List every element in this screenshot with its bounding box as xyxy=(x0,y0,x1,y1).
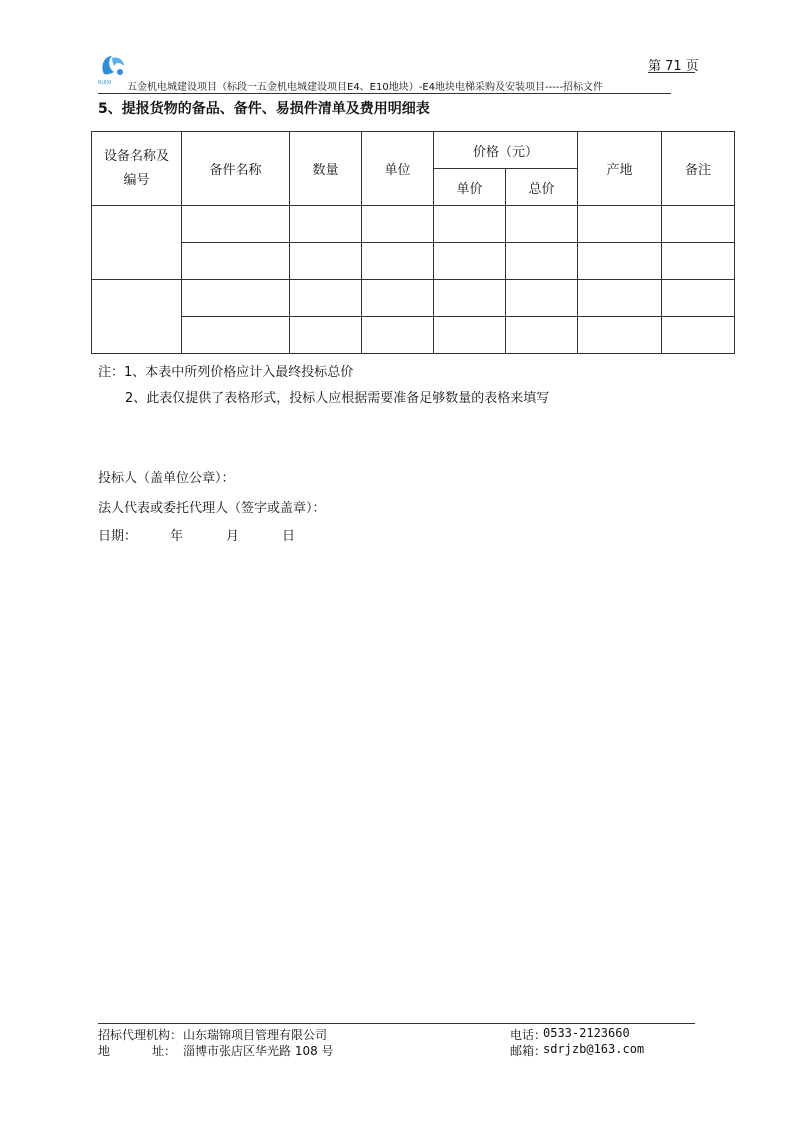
header-quantity: 数量 xyxy=(290,132,362,206)
table-cell[interactable] xyxy=(506,317,578,354)
spare-parts-table xyxy=(91,131,735,354)
table-cell[interactable] xyxy=(290,243,362,280)
note-2: 2、此表仅提供了表格形式，投标人应根据需要准备足够数量的表格来填写 xyxy=(125,391,550,406)
table-cell[interactable] xyxy=(362,280,434,317)
table-cell[interactable] xyxy=(182,243,290,280)
table-cell[interactable] xyxy=(362,206,434,243)
table-cell[interactable] xyxy=(506,280,578,317)
footer-rule xyxy=(98,1023,695,1024)
table-cell[interactable] xyxy=(506,206,578,243)
table-cell[interactable] xyxy=(578,317,662,354)
date-year-label: 年 xyxy=(170,529,184,544)
table-cell[interactable] xyxy=(290,280,362,317)
table-cell[interactable] xyxy=(362,243,434,280)
header-origin: 产地 xyxy=(578,132,662,206)
date-month-label: 月 xyxy=(226,529,240,544)
header-remark: 备注 xyxy=(662,132,735,206)
date-day-label: 日 xyxy=(282,529,296,544)
header-part-name: 备件名称 xyxy=(182,132,290,206)
table-row xyxy=(92,243,735,280)
address-label-part-2: 址： xyxy=(152,1044,177,1058)
header-unit: 单位 xyxy=(362,132,434,206)
note-1: 注：1、本表中所列价格应计入最终投标总价 xyxy=(98,365,354,380)
table-cell[interactable] xyxy=(434,206,506,243)
table-cell[interactable] xyxy=(434,280,506,317)
agency-label: 招标代理机构： xyxy=(98,1028,183,1042)
representative-signature-label: 法人代表或委托代理人（签字或盖章）： xyxy=(98,501,326,516)
address-value: 淄博市张店区华光路 108 号 xyxy=(183,1044,334,1058)
email-address[interactable]: sdrjzb@163.com xyxy=(543,1042,645,1056)
table-cell[interactable] xyxy=(362,317,434,354)
header-page-rule xyxy=(648,72,695,73)
page-number: 第 71 页 xyxy=(648,59,699,74)
table-row xyxy=(92,280,735,317)
table-cell[interactable] xyxy=(434,243,506,280)
header-total-price: 总价 xyxy=(506,169,578,206)
agency-name: 山东瑞锦项目管理有限公司 xyxy=(183,1028,328,1042)
table-cell[interactable] xyxy=(578,206,662,243)
table-cell[interactable] xyxy=(434,317,506,354)
phone-label: 电话： xyxy=(510,1028,547,1042)
header-price-group: 价格（元） xyxy=(434,132,578,169)
header-unit-price: 单价 xyxy=(434,169,506,206)
document-header-title: 五金机电城建设项目（标段一五金机电城建设项目E4、E10地块）-E4地块电梯采购及安装项目-----招标文件 xyxy=(127,82,604,93)
equipment-cell[interactable] xyxy=(92,280,182,354)
equipment-cell[interactable] xyxy=(92,206,182,280)
address-label-part-1: 地 xyxy=(98,1044,111,1058)
table-row xyxy=(92,206,735,243)
table-cell[interactable] xyxy=(182,206,290,243)
section-title: 5、提报货物的备品、备件、易损件清单及费用明细表 xyxy=(98,101,430,117)
company-logo-icon xyxy=(98,52,128,82)
phone-number: 0533-2123660 xyxy=(543,1026,630,1040)
logo-text: RUIXI xyxy=(98,80,112,86)
table-cell[interactable] xyxy=(290,317,362,354)
table-cell[interactable] xyxy=(662,317,735,354)
table-row xyxy=(92,317,735,354)
table-cell[interactable] xyxy=(578,280,662,317)
table-cell[interactable] xyxy=(662,243,735,280)
table-cell[interactable] xyxy=(662,206,735,243)
date-label: 日期： xyxy=(98,529,138,544)
email-label: 邮箱： xyxy=(510,1044,547,1058)
bidder-seal-label: 投标人（盖单位公章）： xyxy=(98,471,235,486)
header-equipment-name: 设备名称及编号 xyxy=(92,132,182,206)
table-cell[interactable] xyxy=(290,206,362,243)
header-rule xyxy=(98,93,671,94)
table-cell[interactable] xyxy=(662,280,735,317)
table-cell[interactable] xyxy=(182,317,290,354)
table-cell[interactable] xyxy=(578,243,662,280)
table-cell[interactable] xyxy=(506,243,578,280)
table-cell[interactable] xyxy=(182,280,290,317)
